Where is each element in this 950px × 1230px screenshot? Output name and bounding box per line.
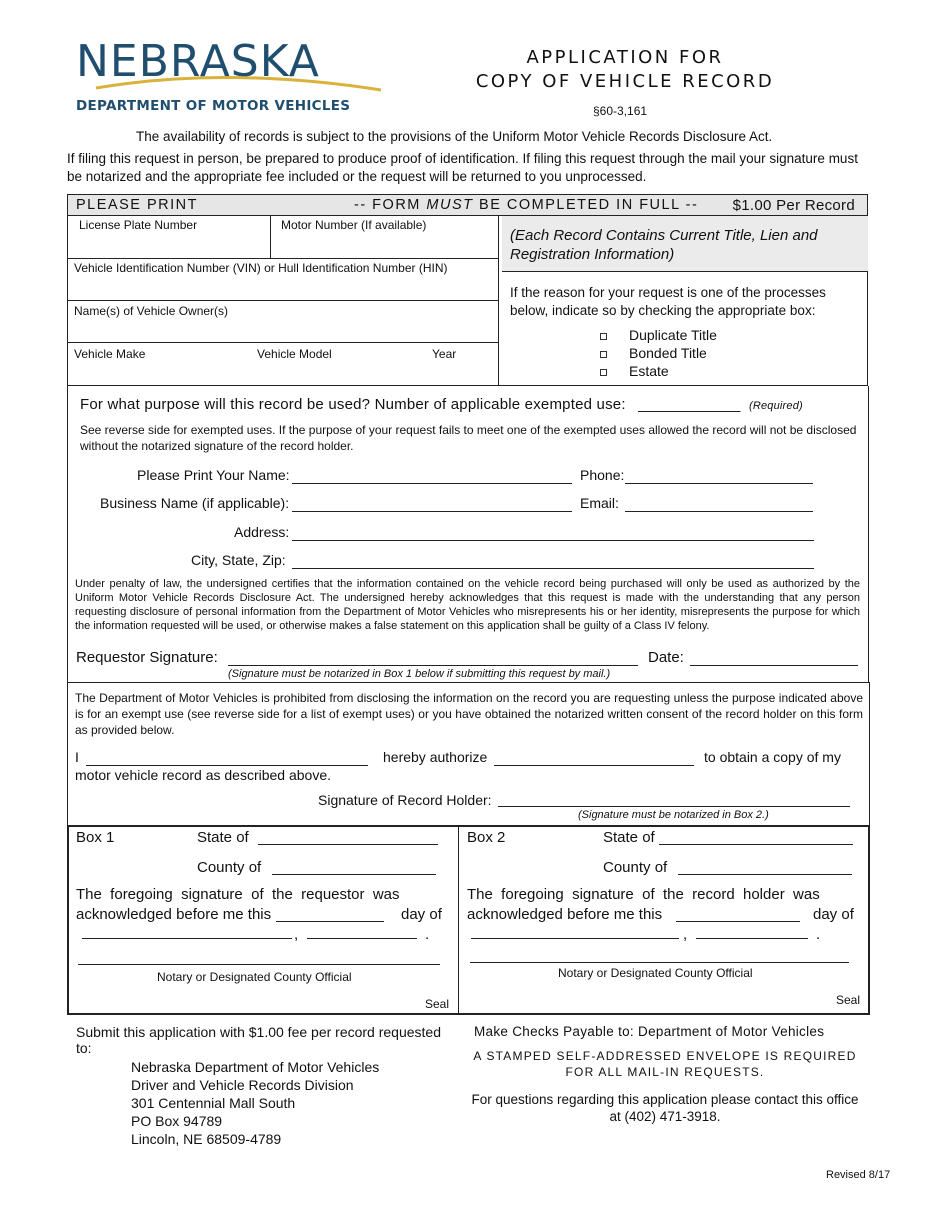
record-info-note: (Each Record Contains Current Title, Lien and Registration Information) bbox=[510, 227, 818, 263]
city-state-zip-label: City, State, Zip: bbox=[191, 552, 286, 568]
box2-comma: , bbox=[683, 926, 688, 943]
contact-info: For questions regarding this application please contact this office at (402) 471-3918. bbox=[471, 1092, 859, 1124]
phone-label: Phone: bbox=[580, 467, 625, 483]
consent-i-label: I bbox=[75, 749, 79, 765]
record-holder-signature-note: (Signature must be notarized in Box 2.) bbox=[578, 809, 769, 821]
email-label: Email: bbox=[580, 495, 619, 511]
box2-day-input[interactable] bbox=[676, 907, 800, 922]
penalty-statement: Under penalty of law, the undersigned certifies that the information contained on the vehicle record being purchased will only be used as authorized by the Uniform Motor Vehicle Records Disclosure Act. The undersigned hereby acknowledges that this request is made with the understanding that any person requesting disclosure of personal information from the Department of Motor Vehicles who misrepresents his or her identity, misrepresents the purpose for which the information requested will be used, or otherwise makes a false statement on this application shall be guilty of a Class IV felony. bbox=[75, 578, 860, 632]
box2-county-label: County of bbox=[603, 859, 668, 876]
box1-month-input[interactable] bbox=[82, 924, 292, 939]
revision-date: Revised 8/17 bbox=[826, 1169, 891, 1181]
phone-input[interactable] bbox=[625, 468, 813, 484]
vehicle-year-field[interactable]: Year bbox=[432, 347, 457, 361]
address-input[interactable] bbox=[292, 525, 814, 541]
box1-ack-line-1: The foregoing signature of the requestor was bbox=[76, 886, 400, 903]
vehicle-model-field[interactable]: Vehicle Model bbox=[257, 347, 332, 361]
checks-payable: Make Checks Payable to: Department of Motor Vehicles bbox=[474, 1024, 825, 1039]
banner-please-print: PLEASE PRINT bbox=[76, 197, 198, 213]
consent-authorize-label: hereby authorize bbox=[383, 749, 488, 765]
reason-options bbox=[600, 326, 717, 380]
record-holder-signature-label: Signature of Record Holder: bbox=[318, 792, 492, 808]
box2-month-input[interactable] bbox=[471, 924, 679, 939]
vehicle-make-field[interactable]: Vehicle Make bbox=[74, 347, 146, 361]
consent-described-label: motor vehicle record as described above. bbox=[75, 767, 332, 783]
box1-notary-label: Notary or Designated County Official bbox=[157, 970, 352, 984]
address-line: 301 Centennial Mall South bbox=[131, 1095, 296, 1111]
vin-field[interactable]: Vehicle Identification Number (VIN) or Hull Identification Number (HIN) bbox=[74, 261, 448, 275]
consent-obtain-label: to obtain a copy of my bbox=[704, 749, 841, 765]
form-title bbox=[450, 46, 800, 94]
logo-subtitle: DEPARTMENT OF MOTOR VEHICLES bbox=[76, 98, 351, 114]
exempted-use-input[interactable]: ____________ bbox=[638, 396, 741, 413]
address-line: Nebraska Department of Motor Vehicles bbox=[131, 1059, 380, 1075]
box1-day-input[interactable] bbox=[276, 907, 384, 922]
banner-complete-in-full: -- FORM MUST BE COMPLETED IN FULL -- bbox=[354, 197, 699, 213]
box1-day-of-label: day of bbox=[401, 906, 442, 923]
please-print-banner bbox=[67, 194, 868, 216]
box2-county-input[interactable] bbox=[678, 860, 852, 875]
envelope-notice: A STAMPED SELF-ADDRESSED ENVELOPE IS REQUIRED FOR ALL MAIL-IN REQUESTS. bbox=[473, 1049, 857, 1079]
record-holder-signature-input[interactable] bbox=[498, 793, 850, 807]
box1-notary-signature-input[interactable] bbox=[78, 950, 440, 965]
address-line: PO Box 94789 bbox=[131, 1113, 223, 1129]
required-note: (Required) bbox=[748, 400, 803, 412]
box1-comma: , bbox=[294, 926, 299, 943]
consent-holder-name-input[interactable] bbox=[86, 750, 368, 766]
date-input[interactable] bbox=[690, 650, 858, 666]
box2-period: . bbox=[816, 926, 821, 943]
box2-ack-line-2: acknowledged before me this bbox=[467, 906, 663, 923]
box1-seal-label: Seal bbox=[425, 997, 450, 1011]
box2-ack-line-1: The foregoing signature of the record holder was bbox=[467, 886, 820, 903]
address-line: Driver and Vehicle Records Division bbox=[131, 1077, 354, 1093]
email-input[interactable] bbox=[625, 496, 813, 512]
logo-swoosh-icon bbox=[76, 58, 386, 98]
submit-instructions: Submit this application with $1.00 fee per record requested to: bbox=[76, 1024, 441, 1056]
owner-name-field[interactable]: Name(s) of Vehicle Owner(s) bbox=[74, 304, 229, 318]
requestor-signature-label: Requestor Signature: bbox=[76, 649, 218, 666]
requestor-signature-note: (Signature must be notarized in Box 1 below if submitting this request by mail.) bbox=[228, 668, 611, 680]
box2-state-label: State of bbox=[603, 829, 655, 846]
box1-state-input[interactable] bbox=[258, 830, 438, 845]
date-label: Date: bbox=[648, 649, 684, 666]
bonded-title-checkbox[interactable]: Bonded Title bbox=[600, 344, 717, 362]
box2-seal-label: Seal bbox=[836, 993, 861, 1007]
intro-line-2: If filing this request in person, be prepared to produce proof of identification. If filing this request through the mail your signature must be notarized and the appropriate fee included or the request will be returned to you unprocessed. bbox=[67, 151, 858, 184]
statute-reference: §60-3,161 bbox=[593, 104, 648, 118]
license-plate-field[interactable]: License Plate Number bbox=[79, 218, 198, 232]
box2-state-input[interactable] bbox=[659, 830, 853, 845]
city-state-zip-input[interactable] bbox=[292, 553, 814, 569]
box1-county-input[interactable] bbox=[272, 860, 436, 875]
title-line-2: COPY OF VEHICLE RECORD bbox=[475, 71, 775, 92]
requestor-name-input[interactable] bbox=[292, 468, 572, 484]
business-name-label: Business Name (if applicable): bbox=[100, 495, 290, 511]
dmv-logo bbox=[76, 36, 386, 116]
requestor-name-label: Please Print Your Name: bbox=[137, 467, 290, 483]
box1-county-label: County of bbox=[197, 859, 262, 876]
reason-instructions: If the reason for your request is one of the processes below, indicate so by checking the appropriate box: bbox=[510, 285, 826, 318]
address-line: Lincoln, NE 68509-4789 bbox=[131, 1131, 282, 1147]
logo-wordmark: NEBRASKA bbox=[76, 36, 320, 87]
business-name-input[interactable] bbox=[292, 496, 572, 512]
box2-year-input[interactable] bbox=[696, 924, 808, 939]
box1-year-input[interactable] bbox=[307, 924, 417, 939]
duplicate-title-checkbox[interactable]: Duplicate Title bbox=[600, 326, 717, 344]
banner-fee: $1.00 Per Record bbox=[732, 197, 855, 214]
box1-state-label: State of bbox=[197, 829, 249, 846]
intro-line-1: The availability of records is subject to the provisions of the Uniform Motor Vehicle Records Disclosure Act. bbox=[136, 129, 773, 144]
box2-day-of-label: day of bbox=[813, 906, 854, 923]
box1-period: . bbox=[425, 926, 430, 943]
purpose-question: For what purpose will this record be used? Number of applicable exempted use: ____________ (Required) bbox=[80, 396, 803, 413]
consent-authorized-party-input[interactable] bbox=[494, 750, 694, 766]
address-label: Address: bbox=[234, 524, 290, 540]
box2-notary-signature-input[interactable] bbox=[470, 948, 849, 963]
box2-notary-label: Notary or Designated County Official bbox=[558, 966, 753, 980]
box1-ack-line-2: acknowledged before me this bbox=[76, 906, 272, 923]
estate-checkbox[interactable]: Estate bbox=[600, 362, 717, 380]
title-line-1: APPLICATION FOR bbox=[526, 47, 724, 68]
box1-title: Box 1 bbox=[76, 829, 115, 846]
requestor-signature-input[interactable] bbox=[228, 650, 638, 666]
mailing-address bbox=[131, 1058, 379, 1148]
consent-text: The Department of Motor Vehicles is prohibited from disclosing the information on the record you are requesting unless the purpose indicated above is for an exempt use (see reverse side for a list of exempt uses) or you have obtained the notarized written consent of the record holder on this form as provided below. bbox=[75, 691, 863, 737]
motor-number-field[interactable]: Motor Number (If available) bbox=[281, 218, 427, 232]
box2-title: Box 2 bbox=[467, 829, 506, 846]
see-reverse-note: See reverse side for exempted uses. If the purpose of your request fails to meet one of the exempted uses allowed the record will not be disclosed without the notarized signature of the record holder. bbox=[80, 423, 857, 453]
